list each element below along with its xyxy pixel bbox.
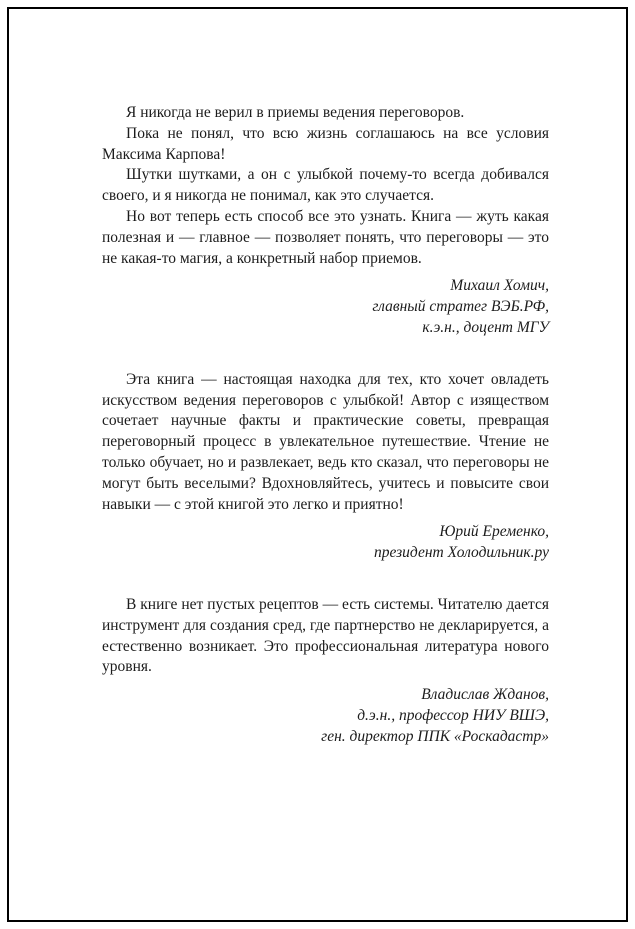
attribution-title: д.э.н., профессор НИУ ВШЭ, bbox=[357, 706, 549, 724]
testimonial-block bbox=[102, 595, 549, 748]
testimonial-attribution bbox=[102, 685, 549, 747]
testimonial-attribution bbox=[102, 522, 549, 564]
testimonial-block bbox=[102, 370, 549, 564]
testimonial-paragraph: В книге нет пустых рецептов — есть системы. Читателю дается инструмент для создания сред, где партнерство не декларируется, а естественно возникает. Это профессиональная литература нового уровня. bbox=[102, 595, 549, 676]
attribution-name: Владислав Жданов, bbox=[421, 686, 549, 704]
attribution-title: ген. директор ППК «Роскадастр» bbox=[321, 727, 549, 745]
testimonial-paragraph: Эта книга — настоящая находка для тех, кто хочет овладеть искусством ведения переговоров с улыбкой! Автор с изяществом сочетает научные факты и практические советы, превращая переговорный процесс в увлекательное путешествие. Чтение не только обучает, но и развлекает, ведь кто сказал, что переговоры не могут быть веселыми? Вдохновляйтесь, учитесь и повысите свои навыки — с этой книгой это легко и приятно! bbox=[102, 370, 549, 513]
testimonial-block bbox=[102, 103, 549, 339]
testimonial-paragraph: Я никогда не верил в приемы ведения переговоров. bbox=[126, 104, 465, 121]
attribution-title: к.э.н., доцент МГУ bbox=[422, 318, 549, 336]
attribution-name: Юрий Еременко, bbox=[439, 523, 549, 541]
page-border-frame bbox=[7, 7, 628, 922]
testimonial-paragraph: Пока не понял, что всю жизнь соглашаюсь на все условия Максима Карпова! bbox=[102, 124, 549, 163]
attribution-name: Михаил Хомич, bbox=[450, 277, 549, 295]
testimonial-attribution bbox=[102, 276, 549, 338]
attribution-title: президент Холодильник.ру bbox=[373, 544, 549, 562]
testimonial-paragraph: Но вот теперь есть способ все это узнать. Книга — жуть какая полезная и — главное — позволяет понять, что переговоры — это не какая-то магия, а конкретный набор приемов. bbox=[102, 207, 549, 267]
testimonial-paragraph: Шутки шутками, а он с улыбкой почему-то всегда добивался своего, и я никогда не понимал, как это случается. bbox=[102, 166, 549, 205]
page-content bbox=[102, 103, 549, 748]
attribution-title: главный стратег ВЭБ.РФ, bbox=[372, 298, 549, 316]
